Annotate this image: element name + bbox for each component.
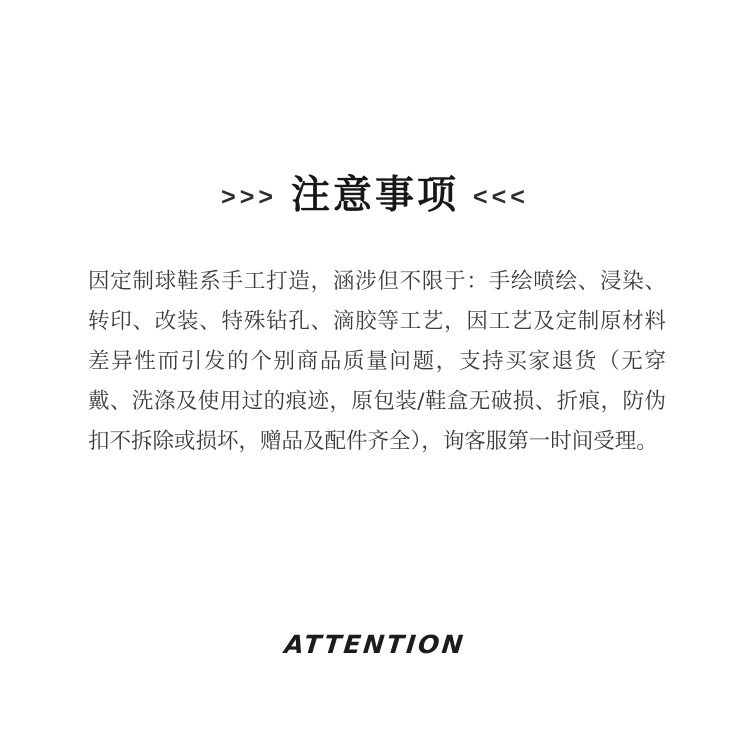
left-chevron-marker: >>> <box>221 183 277 211</box>
footer-attention-label: ATTENTION <box>283 630 467 659</box>
page-title <box>0 173 750 218</box>
notice-body-paragraph: 因定制球鞋系手工打造，涵涉但不限于：手绘喷绘、浸染、转印、改装、特殊钻孔、滴胶等工艺，因工艺及定制原材料差异性而引发的个别商品质量问题，支持买家退货（无穿戴、洗涤及使用过的痕迹，原包装/鞋盒无破损、折痕，防伪扣不拆除或损坏，赠品及配件齐全），询客服第一时间受理。 <box>88 269 666 454</box>
right-chevron-marker: <<< <box>473 183 529 211</box>
page-title-text: 注意事项 <box>290 173 459 218</box>
